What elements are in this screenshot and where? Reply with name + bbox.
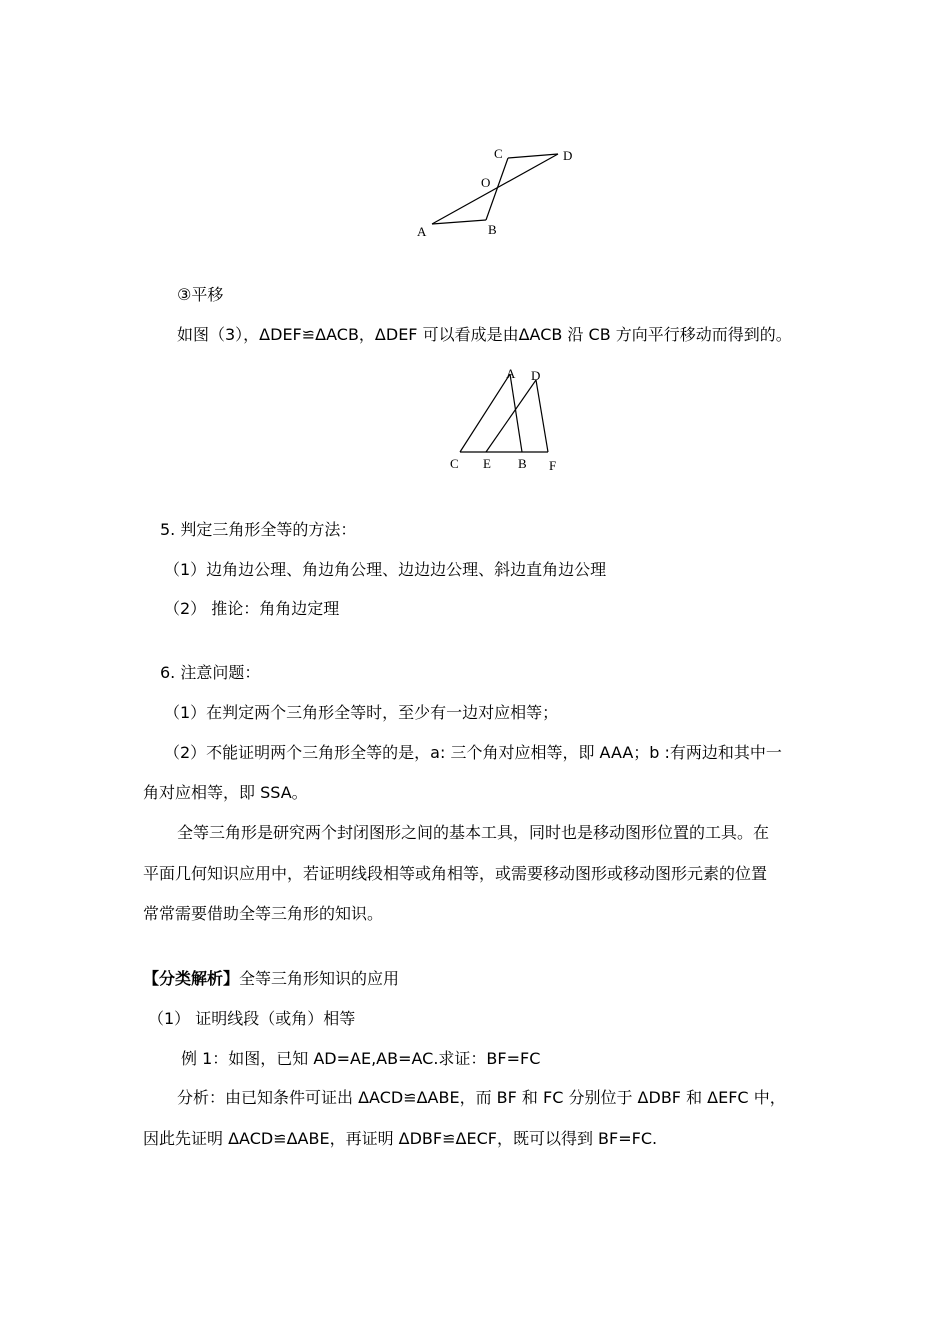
section5-item2: （2） 推论：角角边定理 <box>164 599 340 618</box>
label-d: D <box>563 148 573 163</box>
segment-ab <box>510 374 522 452</box>
section6-title: 6. 注意问题： <box>160 663 261 682</box>
analysis-heading-bold: 【分类解析】 <box>143 969 240 988</box>
section6-item1: （1）在判定两个三角形全等时，至少有一边对应相等； <box>164 703 559 722</box>
section5-title: 5. 判定三角形全等的方法： <box>160 520 357 539</box>
label-b: B <box>488 222 497 237</box>
analysis-heading-rest: 全等三角形知识的应用 <box>239 969 400 988</box>
section6-item2-line2: 角对应相等，即 SSA。 <box>143 783 308 802</box>
label-b: B <box>518 456 527 471</box>
label-c: C <box>450 456 459 471</box>
label-f: F <box>549 458 557 473</box>
label-e: E <box>483 456 491 471</box>
paragraph-line1: 全等三角形是研究两个封闭图形之间的基本工具，同时也是移动图形位置的工具。在 <box>177 823 770 842</box>
analysis-heading <box>143 968 399 990</box>
section-title-translation: ③平移 <box>177 285 224 304</box>
paragraph-line2: 平面几何知识应用中，若证明线段相等或角相等，或需要移动图形或移动图形元素的位置 <box>143 864 768 883</box>
label-c: C <box>494 146 503 161</box>
section5-item1: （1）边角边公理、角边角公理、边边边公理、斜边直角边公理 <box>164 560 607 579</box>
paragraph-line3: 常常需要借助全等三角形的知识。 <box>143 904 384 923</box>
label-d: D <box>531 368 541 383</box>
segment-ca <box>460 374 510 452</box>
analysis-sub1: （1） 证明线段（或角）相等 <box>148 1009 356 1028</box>
section6-item2-line1: （2）不能证明两个三角形全等的是，a: 三个角对应相等，即 AAA；b :有两边和其中一 <box>164 743 782 762</box>
segment-ab <box>432 220 486 224</box>
segment-cd <box>508 154 558 158</box>
figure-rotation <box>410 140 590 245</box>
analysis-line1: 分析：由已知条件可证出 ΔACD≌ΔABE，而 BF 和 FC 分别位于 ΔDBF 和 ΔEFC 中， <box>177 1088 786 1107</box>
label-a: A <box>506 366 516 381</box>
label-o: O <box>481 175 491 190</box>
translation-text: 如图（3），ΔDEF≌ΔACB，ΔDEF 可以看成是由ΔACB 沿 CB 方向平行移动而得到的。 <box>177 325 792 344</box>
analysis-line2: 因此先证明 ΔACD≌ΔABE，再证明 ΔDBF≌ΔECF，既可以得到 BF=FC. <box>143 1129 658 1148</box>
segment-ad <box>432 154 558 224</box>
segment-df <box>536 380 548 452</box>
example1: 例 1：如图，已知 AD=AE,AB=AC.求证：BF=FC <box>181 1049 541 1068</box>
figure-translation <box>440 362 570 474</box>
segment-ed <box>486 380 536 452</box>
label-a: A <box>417 224 427 239</box>
